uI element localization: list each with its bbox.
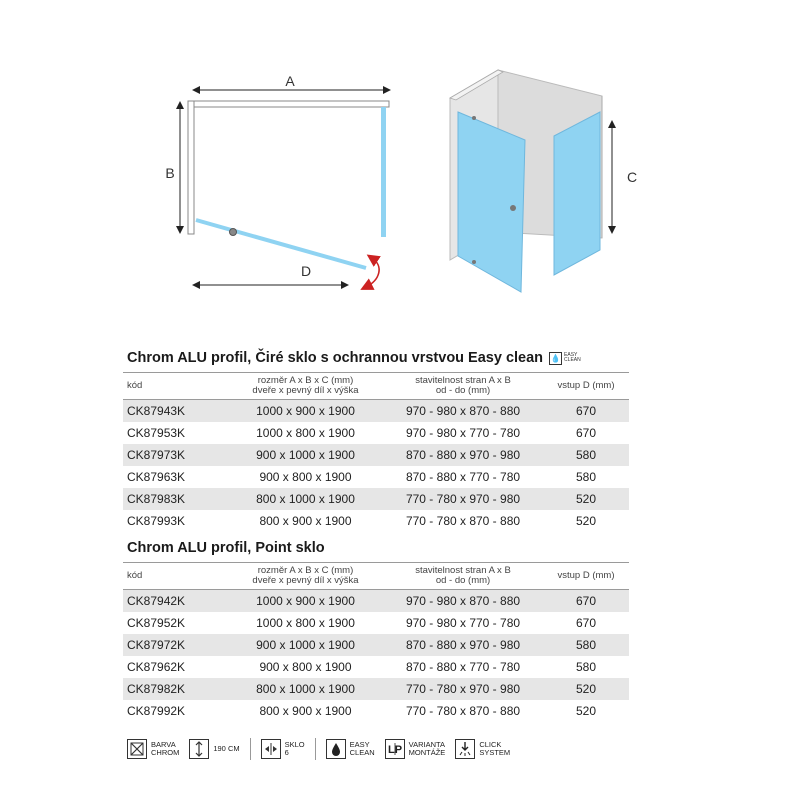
- header-entry: vstup D (mm): [543, 563, 629, 590]
- cell-adjust: 770 - 780 x 870 - 880: [405, 514, 521, 528]
- cell-adjust: 870 - 880 x 770 - 780: [405, 660, 521, 674]
- spec-table-point: [123, 562, 629, 722]
- fixed-glass-panel: [381, 107, 386, 237]
- table-row: [123, 510, 629, 532]
- cell-entry: 580: [543, 444, 629, 466]
- table-row: [123, 488, 629, 510]
- left-profile: [188, 101, 194, 234]
- cell-code: CK87963K: [127, 470, 186, 484]
- table-row: [123, 634, 629, 656]
- cell-size: 900 x 1000 x 1900: [228, 634, 383, 656]
- header-code: kód: [123, 563, 228, 590]
- cell-size: 900 x 1000 x 1900: [228, 444, 383, 466]
- easy-clean-badge: 💧 EASY CLEAN: [550, 352, 581, 363]
- table-row: [123, 422, 629, 444]
- top-view-diagram: [165, 73, 389, 287]
- header-code: kód: [123, 373, 228, 400]
- cell-adjust: 870 - 880 x 970 - 980: [383, 634, 543, 656]
- table-row: [123, 612, 629, 634]
- legend-height: 190 CM: [189, 739, 239, 759]
- cell-adjust: 770 - 780 x 970 - 980: [383, 488, 543, 510]
- water-drop-icon: [326, 739, 346, 759]
- cell-code: CK87993K: [127, 514, 186, 528]
- cell-entry: 520: [543, 678, 629, 700]
- door-handle: [510, 205, 516, 211]
- cell-size: 1000 x 900 x 1900: [228, 590, 383, 613]
- cell-size: 800 x 1000 x 1900: [228, 678, 383, 700]
- legend-click-system: CLICK SYSTEM: [455, 739, 510, 759]
- table-header-row: [123, 373, 629, 400]
- cell-code: CK87943K: [123, 400, 228, 423]
- cell-code: CK87973K: [123, 444, 228, 466]
- dimension-a-label: A: [285, 73, 295, 89]
- lp-mounting-icon: [385, 739, 405, 759]
- table-row: [123, 700, 629, 722]
- table-row: [123, 678, 629, 700]
- cell-entry: 670: [575, 616, 597, 630]
- cell-code: CK87983K: [123, 488, 228, 510]
- color-swatch-icon: [127, 739, 147, 759]
- cell-code: CK87982K: [123, 678, 228, 700]
- table-header-row: [123, 563, 629, 590]
- cell-adjust: 970 - 980 x 770 - 780: [405, 426, 521, 440]
- shower-diagrams: [0, 0, 800, 340]
- cell-adjust: 970 - 980 x 770 - 780: [405, 616, 521, 630]
- legend-easy-clean: EASY CLEAN: [326, 739, 375, 759]
- svg-text:LP: LP: [387, 744, 402, 756]
- table-row: [123, 590, 629, 613]
- door-glass-panel: [458, 112, 525, 292]
- top-profile: [188, 101, 389, 107]
- door-swing-arrow: [366, 258, 379, 287]
- legend-color: BARVA CHROM: [127, 739, 179, 759]
- cell-code: CK87942K: [123, 590, 228, 613]
- dimension-d-label: D: [300, 263, 312, 279]
- header-size: rozměr A x B x C (mm) dveře x pevný díl x výška: [228, 373, 383, 400]
- fixed-glass-panel-3d: [554, 112, 600, 275]
- cell-entry: 670: [543, 590, 629, 613]
- cell-entry: 580: [575, 660, 597, 674]
- cell-entry: 520: [575, 704, 597, 718]
- table-row: [123, 400, 629, 423]
- door-hinge: [230, 229, 237, 236]
- table-row: [123, 444, 629, 466]
- cell-adjust: 770 - 780 x 870 - 880: [405, 704, 521, 718]
- cell-code: CK87953K: [127, 426, 186, 440]
- spec-table-easy-clean: [123, 372, 629, 532]
- cell-size: 900 x 800 x 1900: [259, 660, 352, 674]
- legend-mounting: LP VARIANTA MONTÁŽE: [385, 739, 446, 759]
- section-title-text: Chrom ALU profil, Čiré sklo s ochrannou vrstvou Easy clean: [127, 350, 544, 366]
- header-adjust: stavitelnost stran A x B od - do (mm): [383, 563, 543, 590]
- click-system-icon: [455, 739, 475, 759]
- cell-entry: 580: [575, 470, 597, 484]
- cell-entry: 670: [575, 426, 597, 440]
- door-glass: [196, 220, 366, 268]
- dimension-b-label: B: [165, 165, 175, 181]
- cell-entry: 670: [543, 400, 629, 423]
- section-title-point: [127, 540, 325, 556]
- cell-entry: 580: [543, 634, 629, 656]
- water-drop-icon: 💧: [550, 353, 561, 363]
- cell-size: 800 x 900 x 1900: [259, 704, 352, 718]
- cell-size: 800 x 1000 x 1900: [228, 488, 383, 510]
- perspective-diagram: [450, 70, 637, 292]
- cell-code: CK87992K: [127, 704, 186, 718]
- cell-code: CK87952K: [127, 616, 186, 630]
- table-row: [123, 656, 629, 678]
- cell-entry: 520: [575, 514, 597, 528]
- table-row: [123, 466, 629, 488]
- cell-adjust: 970 - 980 x 870 - 880: [383, 400, 543, 423]
- feature-legend: [127, 736, 510, 762]
- legend-glass: SKLO 6: [261, 739, 305, 759]
- cell-adjust: 870 - 880 x 770 - 780: [405, 470, 521, 484]
- cell-adjust: 770 - 780 x 970 - 980: [383, 678, 543, 700]
- cell-entry: 520: [543, 488, 629, 510]
- cell-code: CK87972K: [123, 634, 228, 656]
- glass-thickness-icon: [261, 739, 281, 759]
- cell-size: 800 x 900 x 1900: [259, 514, 352, 528]
- cell-code: CK87962K: [127, 660, 186, 674]
- cell-size: 900 x 800 x 1900: [259, 470, 352, 484]
- dimension-c-label: C: [626, 169, 638, 185]
- header-adjust: stavitelnost stran A x B od - do (mm): [383, 373, 543, 400]
- height-arrow-icon: [189, 739, 209, 759]
- cell-size: 1000 x 900 x 1900: [228, 400, 383, 423]
- section-title-text: Chrom ALU profil, Point sklo: [127, 540, 325, 556]
- header-entry: vstup D (mm): [543, 373, 629, 400]
- section-title-easy-clean: [127, 350, 581, 366]
- cell-adjust: 870 - 880 x 970 - 980: [383, 444, 543, 466]
- cell-size: 1000 x 800 x 1900: [256, 616, 355, 630]
- cell-adjust: 970 - 980 x 870 - 880: [383, 590, 543, 613]
- cell-size: 1000 x 800 x 1900: [256, 426, 355, 440]
- header-size: rozměr A x B x C (mm) dveře x pevný díl x výška: [228, 563, 383, 590]
